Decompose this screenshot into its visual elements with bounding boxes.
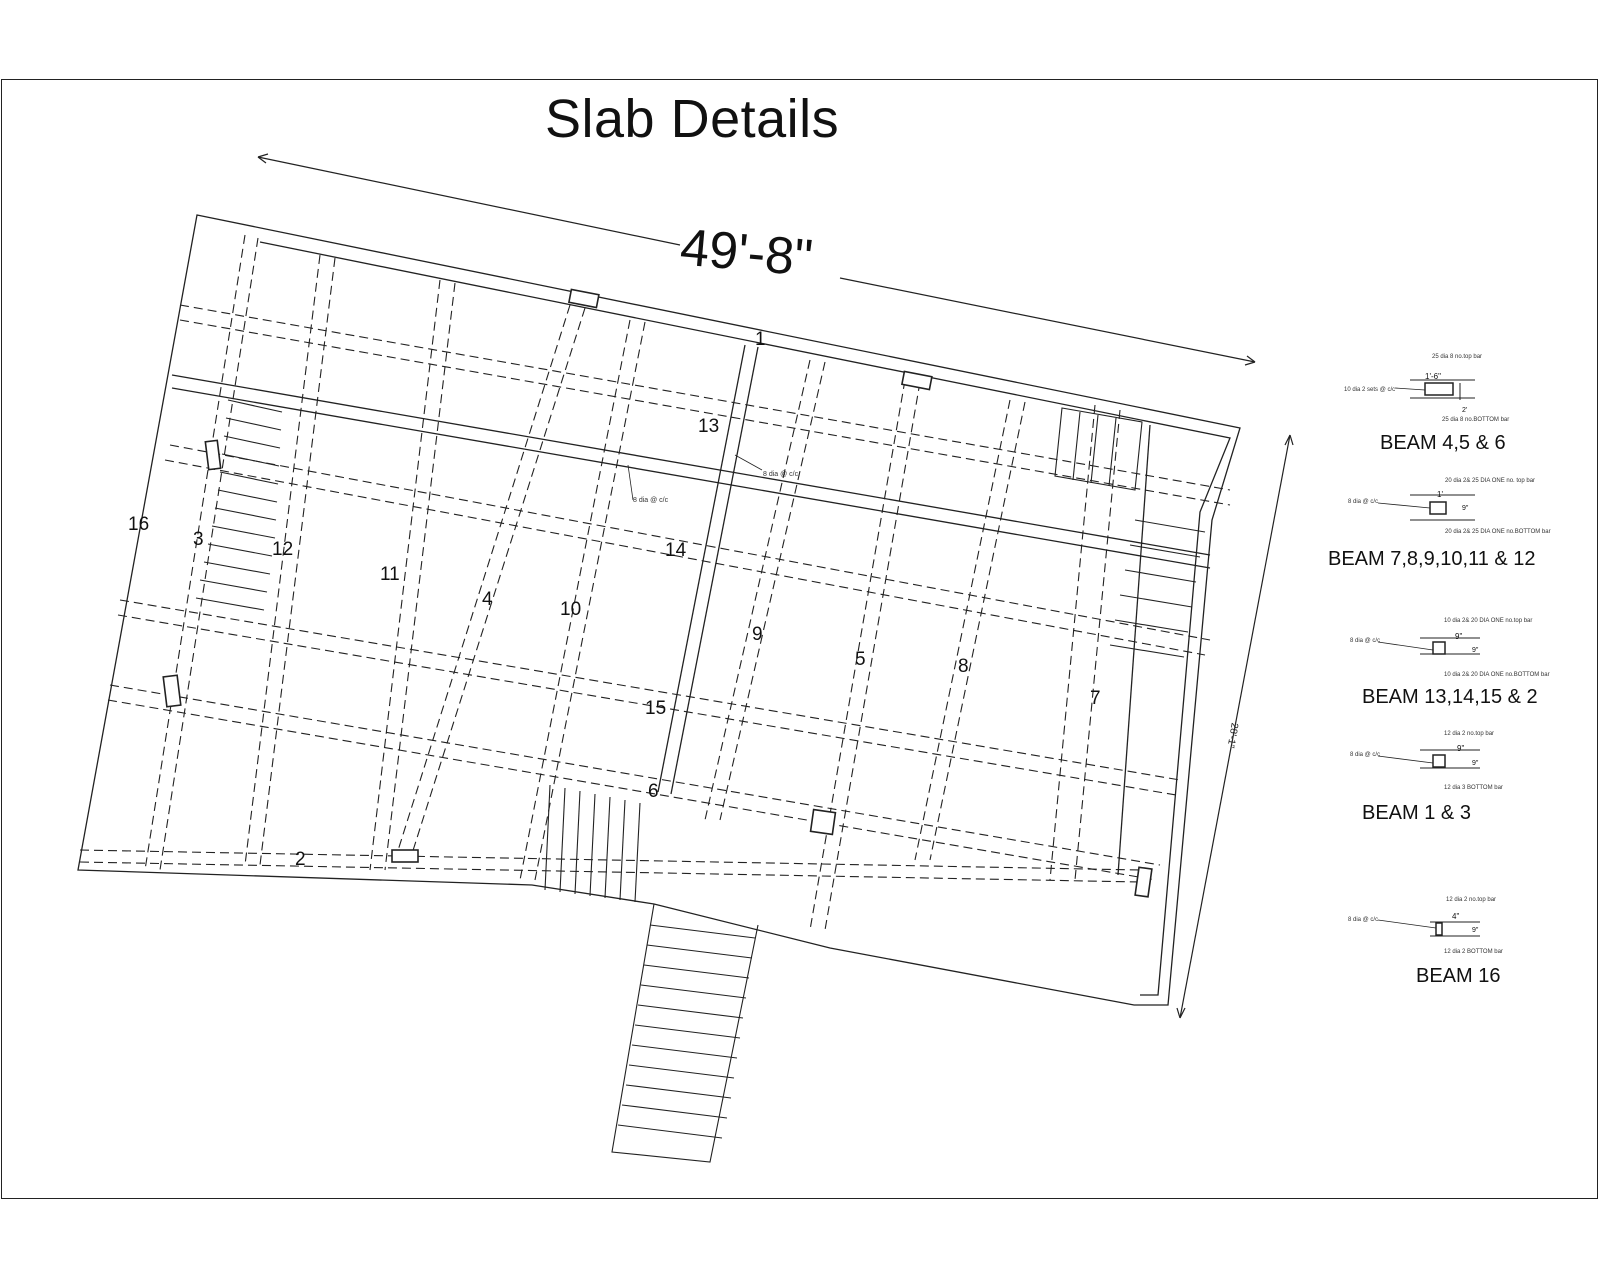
beam-number: 7 <box>1090 688 1101 709</box>
beam-number: 2 <box>295 849 306 870</box>
section-note: 25 dia 8 no.BOTTOM bar <box>1442 417 1510 423</box>
beam-number: 11 <box>380 564 400 585</box>
beam-number: 10 <box>560 599 582 620</box>
beam-section-detail <box>1344 354 1509 423</box>
main-beam-band-upper <box>172 375 1210 568</box>
beam-section-detail <box>1348 897 1503 955</box>
section-note: 10 dia 2& 20 DIA ONE no.top bar <box>1444 618 1533 624</box>
stair-middle <box>545 785 640 902</box>
column <box>163 675 181 706</box>
section-depth: 9" <box>1462 505 1469 512</box>
column <box>1135 867 1152 897</box>
beam-number: 3 <box>193 529 204 550</box>
beam-number: 15 <box>645 698 667 719</box>
section-note: 8 dia @ c/c <box>1350 752 1381 758</box>
beam-section-label: BEAM 16 <box>1416 965 1501 987</box>
column <box>811 810 836 835</box>
column <box>902 371 932 389</box>
section-depth: 9" <box>1472 647 1479 654</box>
depth-dimension-label: 28'-1" <box>1224 721 1240 749</box>
column <box>392 850 418 862</box>
section-note: 20 dia 2& 25 DIA ONE no. top bar <box>1445 478 1536 484</box>
beam-number: 1 <box>755 329 766 350</box>
section-note: 10 dia 2 sets @ c/c <box>1344 387 1396 393</box>
main-beam-band-vertical <box>658 345 758 794</box>
beam-lines <box>80 235 1230 930</box>
section-width: 1' <box>1437 490 1443 499</box>
section-note: 10 dia 2& 20 DIA ONE no.BOTTOM bar <box>1444 672 1550 678</box>
plan-note: 8 dia @ c/c <box>763 471 799 478</box>
beam-section-detail <box>1350 731 1503 791</box>
section-width: 1'-6" <box>1425 372 1441 381</box>
section-note: 12 dia 2 no.top bar <box>1446 897 1497 903</box>
beam-number: 5 <box>855 649 866 670</box>
section-width: 9" <box>1457 744 1465 753</box>
section-width: 4" <box>1452 912 1460 921</box>
beam-number: 12 <box>272 539 294 560</box>
stair-external <box>612 904 758 1162</box>
section-note: 12 dia 2 BOTTOM bar <box>1444 949 1503 955</box>
section-depth: 2' <box>1462 407 1468 414</box>
section-note: 12 dia 2 no.top bar <box>1444 731 1495 737</box>
beam-section-detail <box>1348 478 1551 535</box>
beam-section-label: BEAM 13,14,15 & 2 <box>1362 686 1538 708</box>
columns <box>163 289 1152 896</box>
section-note: 8 dia @ c/c <box>1348 499 1379 505</box>
slab-inner-outline <box>260 242 1230 995</box>
section-width: 9" <box>1455 632 1463 641</box>
slab-outline <box>78 215 1240 1005</box>
column <box>205 440 220 469</box>
section-note: 8 dia @ c/c <box>1348 917 1379 923</box>
beam-number: 13 <box>698 416 720 437</box>
edge-beam-right <box>1118 425 1150 875</box>
beam-number: 6 <box>648 781 659 802</box>
beam-number: 8 <box>958 656 969 677</box>
section-depth: 9" <box>1472 927 1479 934</box>
beam-number: 14 <box>665 540 687 561</box>
beam-section-detail <box>1350 618 1550 678</box>
beam-section-label: BEAM 7,8,9,10,11 & 12 <box>1328 548 1536 570</box>
page-title: Slab Details <box>545 89 840 149</box>
plan-note: 8 dia @ c/c <box>633 497 669 504</box>
section-depth: 9" <box>1472 760 1479 767</box>
width-dimension-label: 49'-8" <box>677 218 815 288</box>
section-note: 25 dia 8 no.top bar <box>1432 354 1483 360</box>
beam-number: 16 <box>128 514 150 535</box>
section-note: 12 dia 3 BOTTOM bar <box>1444 785 1503 791</box>
section-note: 20 dia 2& 25 DIA ONE no.BOTTOM bar <box>1445 529 1551 535</box>
beam-number: 9 <box>752 624 763 645</box>
beam-section-label: BEAM 4,5 & 6 <box>1380 432 1506 454</box>
beam-number: 4 <box>482 589 493 610</box>
stair-left <box>196 400 282 610</box>
section-note: 8 dia @ c/c <box>1350 638 1381 644</box>
beam-section-label: BEAM 1 & 3 <box>1362 802 1471 824</box>
